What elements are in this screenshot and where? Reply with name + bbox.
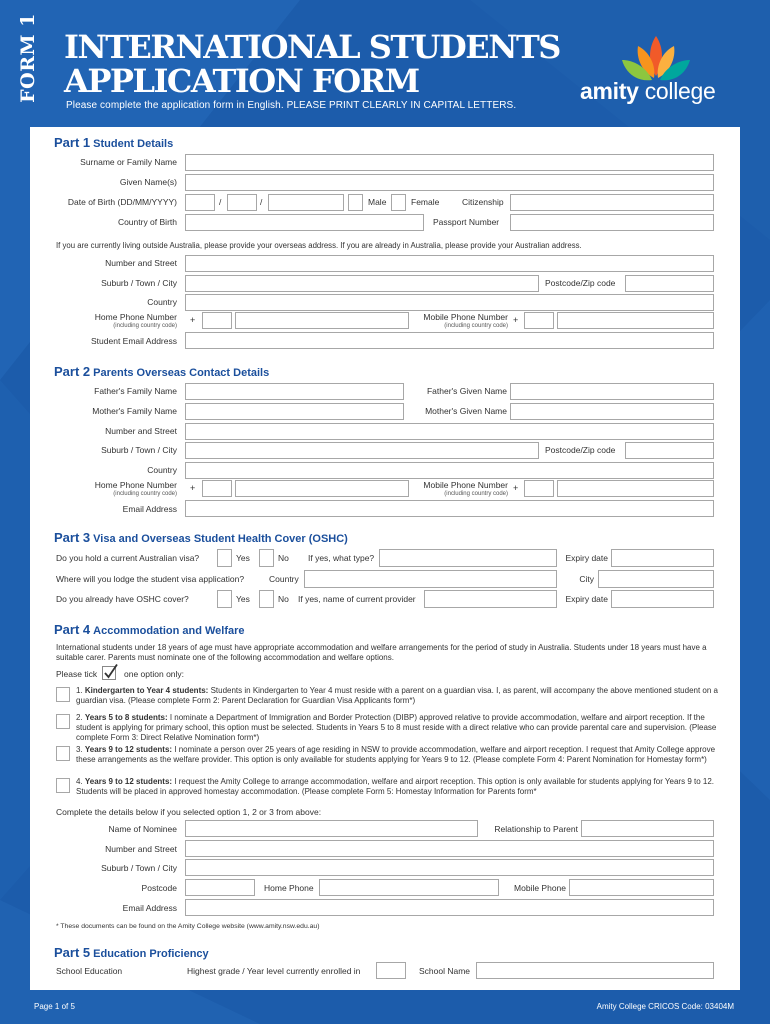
nominee-street-field[interactable]	[185, 840, 714, 857]
address-note: If you are currently living outside Australia, please provide your overseas address. If you are already in Australia, please provide your Australian address.	[56, 241, 582, 250]
parent-mobile-code-field[interactable]	[524, 480, 554, 497]
form-title: INTERNATIONAL STUDENTS APPLICATION FORM	[64, 28, 560, 100]
nominee-postcode-field[interactable]	[185, 879, 255, 896]
lodge-city-field[interactable]	[598, 570, 714, 588]
parent-street-field[interactable]	[185, 423, 714, 440]
parent-home-phone-label: Home Phone Number (including country code)	[94, 480, 177, 497]
tick-checkmark-icon	[102, 663, 120, 681]
option-1-text: 1. Kindergarten to Year 4 students: Students in Kindergarten to Year 4 must reside with a parent on a guardian visa. I, as parent, will accompany the above mentioned student on a guardian visa. (Please complete Form 2: Parent Declaration for Guardian Visa Applicants form*)	[76, 686, 718, 705]
parent-home-phone-field[interactable]	[235, 480, 409, 497]
visa-expiry-field[interactable]	[611, 549, 714, 567]
surname-field[interactable]	[185, 154, 714, 171]
nominee-mobile-label: Mobile Phone	[514, 883, 566, 893]
nominee-postcode-label: Postcode	[141, 883, 177, 893]
nominee-label: Name of Nominee	[108, 824, 177, 834]
nominee-street-label: Number and Street	[105, 844, 177, 854]
lodge-city-label: City	[579, 574, 594, 584]
relationship-field[interactable]	[581, 820, 714, 837]
parent-postcode-field[interactable]	[625, 442, 714, 459]
mother-family-label: Mother's Family Name	[92, 406, 177, 416]
parent-home-code-field[interactable]	[202, 480, 232, 497]
nominee-home-phone-label: Home Phone	[264, 883, 314, 893]
mother-family-field[interactable]	[185, 403, 404, 420]
parent-home-plus: +	[190, 483, 196, 493]
form-tag: FORM 1	[17, 13, 40, 103]
oshc-question: Do you already have OSHC cover?	[56, 594, 189, 604]
part5-heading: Part 5 Education Proficiency	[54, 945, 209, 960]
parent-suburb-field[interactable]	[185, 442, 539, 459]
given-name-label: Given Name(s)	[119, 177, 177, 187]
female-label: Female	[411, 197, 440, 207]
nominee-field[interactable]	[185, 820, 478, 837]
part3-heading: Part 3 Visa and Overseas Student Health Cover (OSHC)	[54, 530, 348, 545]
complete-details-note: Complete the details below if you selected option 1, 2 or 3 from above:	[56, 807, 322, 817]
male-label: Male	[368, 197, 387, 207]
oshc-provider-field[interactable]	[424, 590, 557, 608]
father-given-field[interactable]	[510, 383, 714, 400]
page-number: Page 1 of 5	[34, 1002, 75, 1011]
student-home-phone-field[interactable]	[235, 312, 409, 329]
please-tick-label: Please tick	[56, 669, 98, 679]
citizenship-label: Citizenship	[462, 197, 504, 207]
student-email-field[interactable]	[185, 332, 714, 349]
dob-month-field[interactable]	[227, 194, 257, 211]
option-2-text: 2. Years 5 to 8 students: I nominate a Department of Immigration and Border Protection (DIBP) approved relative to provide accommodation, welfare and airport reception. If the student is applying for primary school, this option must be selected. Students in Years 5 to 8 must reside with a direct relative who can provide parental care and supervision. (Please complete Form 3: Direct Relative Nomination form*)	[76, 713, 717, 742]
passport-field[interactable]	[510, 214, 714, 231]
accommodation-intro: International students under 18 years of age must have appropriate accommodation and welfare arrangements for the period of study in Australia. Students under 18 years must have a suitable carer. Parents must nominate one of the following accommodation and welfare options.	[56, 643, 707, 662]
home-phone-plus: +	[190, 315, 196, 325]
female-checkbox[interactable]	[391, 194, 406, 211]
relationship-label: Relationship to Parent	[494, 824, 578, 834]
school-name-field[interactable]	[476, 962, 714, 979]
visa-no-checkbox[interactable]	[259, 549, 274, 567]
parent-suburb-label: Suburb / Town / City	[101, 445, 177, 455]
part2-heading: Part 2 Parents Overseas Contact Details	[54, 364, 270, 379]
documents-footnote: * These documents can be found on the Amity College website (www.amity.nsw.edu.au)	[56, 923, 320, 930]
nominee-email-field[interactable]	[185, 899, 714, 916]
country-of-birth-field[interactable]	[185, 214, 424, 231]
given-name-field[interactable]	[185, 174, 714, 191]
father-given-label: Father's Given Name	[426, 386, 507, 396]
parent-email-label: Email Address	[122, 504, 177, 514]
lodge-country-label: Country	[269, 574, 299, 584]
male-checkbox[interactable]	[348, 194, 363, 211]
mobile-phone-plus: +	[513, 315, 519, 325]
part1-heading: Part 1 Student Details	[54, 135, 174, 150]
page-header	[0, 0, 770, 128]
student-street-label: Number and Street	[105, 258, 177, 268]
oshc-no-label: No	[278, 594, 289, 604]
oshc-yes-checkbox[interactable]	[217, 590, 232, 608]
dob-slash-1: /	[219, 197, 222, 207]
option-4-checkbox[interactable]	[56, 778, 70, 793]
parent-postcode-label: Postcode/Zip code	[545, 445, 616, 455]
parent-mobile-label: Mobile Phone Number (including country code)	[423, 480, 508, 497]
student-home-phone-code-field[interactable]	[202, 312, 232, 329]
visa-question: Do you hold a current Australian visa?	[56, 553, 200, 563]
school-education-label: School Education	[56, 966, 123, 976]
oshc-expiry-label: Expiry date	[565, 594, 608, 604]
student-mobile-code-field[interactable]	[524, 312, 554, 329]
dob-label: Date of Birth (DD/MM/YYYY)	[67, 197, 177, 207]
oshc-expiry-field[interactable]	[611, 590, 714, 608]
parent-email-field[interactable]	[185, 500, 714, 517]
visa-no-label: No	[278, 553, 289, 563]
student-postcode-field[interactable]	[625, 275, 714, 292]
student-home-phone-label: Home Phone Number (including country code)	[94, 312, 177, 329]
student-postcode-label: Postcode/Zip code	[545, 278, 616, 288]
nominee-home-phone-field[interactable]	[319, 879, 499, 896]
oshc-no-checkbox[interactable]	[259, 590, 274, 608]
one-option-label: one option only:	[124, 669, 185, 679]
amity-college-logo-text: amity college	[580, 78, 716, 104]
dob-year-field[interactable]	[268, 194, 344, 211]
option-3-text: 3. Years 9 to 12 students: I nominate a person over 25 years of age residing in NSW to provide accommodation, welfare and airport reception. I request that Amity College approve these arrangements as the welfare provider. This option is only available for students applying for Years 9 to 12. (Please complete Form 4: Parent Nomination for Homestay form*)	[76, 745, 716, 764]
part4-heading: Part 4 Accommodation and Welfare	[54, 622, 245, 637]
visa-type-field[interactable]	[379, 549, 557, 567]
country-of-birth-label: Country of Birth	[117, 217, 177, 227]
parent-mobile-field[interactable]	[557, 480, 714, 497]
parent-country-label: Country	[147, 465, 177, 475]
cricos-code: Amity College CRICOS Code: 03404M	[596, 1002, 734, 1011]
father-family-label: Father's Family Name	[94, 386, 177, 396]
student-email-label: Student Email Address	[91, 336, 177, 346]
visa-yes-label: Yes	[236, 553, 250, 563]
highest-grade-label: Highest grade / Year level currently enrolled in	[187, 966, 361, 976]
visa-expiry-label: Expiry date	[565, 553, 608, 563]
nominee-email-label: Email Address	[122, 903, 177, 913]
citizenship-field[interactable]	[510, 194, 714, 211]
form-subtitle: Please complete the application form in English. PLEASE PRINT CLEARLY IN CAPITAL LETTERS.	[66, 100, 517, 111]
option-2-checkbox[interactable]	[56, 714, 70, 729]
passport-label: Passport Number	[433, 217, 500, 227]
student-suburb-label: Suburb / Town / City	[101, 278, 177, 288]
highest-grade-field[interactable]	[376, 962, 406, 979]
option-4-text: 4. Years 9 to 12 students: I request the Amity College to arrange accommodation, welfare and airport reception. This option is only available for students applying for Years 9 to 12. Students will be placed in approved homestay accommodation. (Please complete Form 5: Homestay Information for Parents form*	[76, 777, 715, 796]
surname-label: Surname or Family Name	[80, 157, 177, 167]
parent-country-field[interactable]	[185, 462, 714, 479]
school-name-label: School Name	[419, 966, 471, 976]
parent-street-label: Number and Street	[105, 426, 177, 436]
nominee-suburb-field[interactable]	[185, 859, 714, 876]
student-suburb-field[interactable]	[185, 275, 539, 292]
student-country-label: Country	[147, 297, 177, 307]
student-street-field[interactable]	[185, 255, 714, 272]
parent-mobile-plus: +	[513, 483, 519, 493]
student-mobile-label: Mobile Phone Number (including country code)	[423, 312, 508, 329]
form-paper	[30, 127, 740, 990]
nominee-mobile-field[interactable]	[569, 879, 714, 896]
option-3-checkbox[interactable]	[56, 746, 70, 761]
lodge-question: Where will you lodge the student visa application?	[56, 574, 245, 584]
mother-given-label: Mother's Given Name	[425, 406, 507, 416]
father-family-field[interactable]	[185, 383, 404, 400]
dob-day-field[interactable]	[185, 194, 215, 211]
oshc-yes-label: Yes	[236, 594, 250, 604]
nominee-suburb-label: Suburb / Town / City	[101, 863, 177, 873]
oshc-provider-label: If yes, name of current provider	[298, 594, 416, 604]
option-1-checkbox[interactable]	[56, 687, 70, 702]
mother-given-field[interactable]	[510, 403, 714, 420]
student-mobile-field[interactable]	[557, 312, 714, 329]
lodge-country-field[interactable]	[304, 570, 557, 588]
visa-type-label: If yes, what type?	[308, 553, 375, 563]
dob-slash-2: /	[260, 197, 263, 207]
student-country-field[interactable]	[185, 294, 714, 311]
visa-yes-checkbox[interactable]	[217, 549, 232, 567]
